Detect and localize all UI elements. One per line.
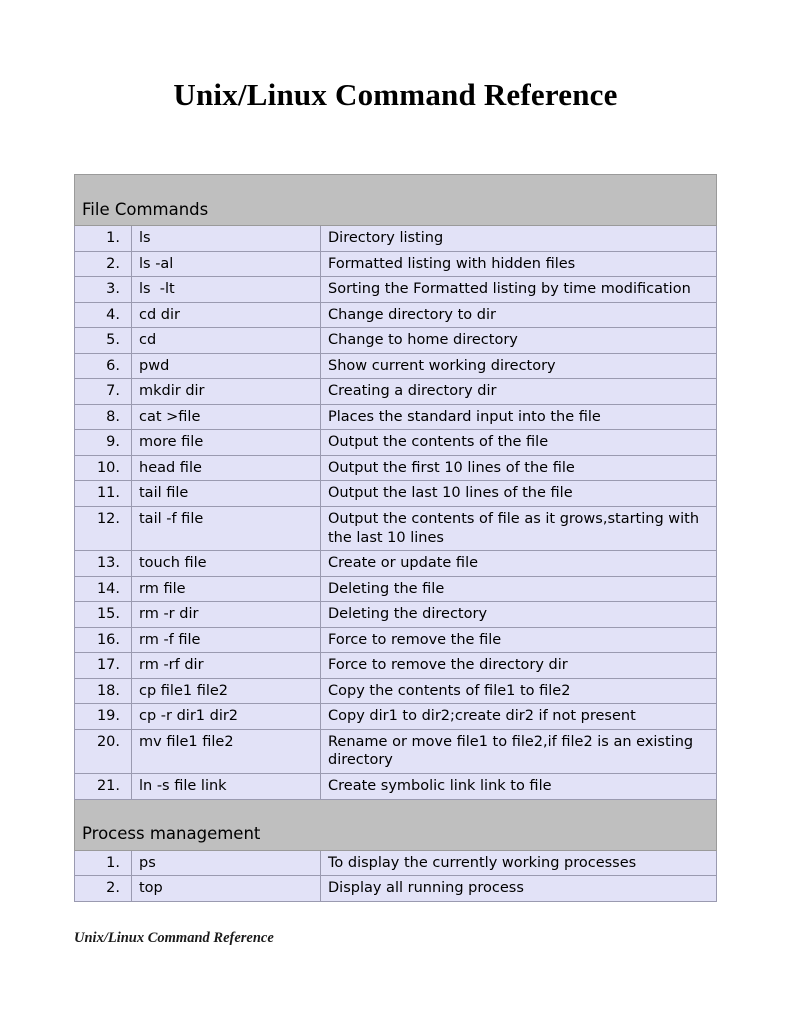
section-header-row (75, 175, 717, 226)
table-row (75, 379, 717, 405)
command-cell: mv file1 file2 (132, 729, 321, 773)
description-cell: Display all running process (321, 876, 717, 902)
description-cell: Copy dir1 to dir2;create dir2 if not present (321, 704, 717, 730)
row-index: 15. (75, 602, 132, 628)
table-row (75, 576, 717, 602)
row-index: 5. (75, 328, 132, 354)
command-cell: ls (132, 226, 321, 252)
row-index: 1. (75, 850, 132, 876)
row-index: 6. (75, 353, 132, 379)
section-header-label: File Commands (75, 175, 717, 226)
command-cell: rm -rf dir (132, 653, 321, 679)
page-title: Unix/Linux Command Reference (173, 77, 618, 112)
table-row (75, 404, 717, 430)
table-row (75, 551, 717, 577)
command-cell: ls -al (132, 251, 321, 277)
command-cell: tail file (132, 481, 321, 507)
command-cell: more file (132, 430, 321, 456)
description-cell: Deleting the file (321, 576, 717, 602)
description-cell: Copy the contents of file1 to file2 (321, 678, 717, 704)
section-header-label: Process management (75, 799, 717, 850)
table-row (75, 850, 717, 876)
row-index: 16. (75, 627, 132, 653)
command-cell: top (132, 876, 321, 902)
table-row (75, 678, 717, 704)
row-index: 2. (75, 251, 132, 277)
row-index: 18. (75, 678, 132, 704)
command-cell: rm -f file (132, 627, 321, 653)
row-index: 3. (75, 277, 132, 303)
row-index: 1. (75, 226, 132, 252)
command-cell: tail -f file (132, 507, 321, 551)
description-cell: Change directory to dir (321, 302, 717, 328)
command-cell: mkdir dir (132, 379, 321, 405)
description-cell: Rename or move file1 to file2,if file2 is an existing directory (321, 729, 717, 773)
row-index: 8. (75, 404, 132, 430)
command-cell: cp file1 file2 (132, 678, 321, 704)
table-row (75, 226, 717, 252)
description-cell: Create or update file (321, 551, 717, 577)
description-cell: Formatted listing with hidden files (321, 251, 717, 277)
command-cell: cd (132, 328, 321, 354)
description-cell: Places the standard input into the file (321, 404, 717, 430)
row-index: 19. (75, 704, 132, 730)
description-cell: Output the contents of file as it grows,starting with the last 10 lines (321, 507, 717, 551)
table-row (75, 251, 717, 277)
command-cell: ls -lt (132, 277, 321, 303)
row-index: 14. (75, 576, 132, 602)
command-cell: cp -r dir1 dir2 (132, 704, 321, 730)
command-cell: pwd (132, 353, 321, 379)
row-index: 7. (75, 379, 132, 405)
row-index: 10. (75, 455, 132, 481)
table-row (75, 774, 717, 800)
table-body (75, 175, 717, 902)
description-cell: Output the first 10 lines of the file (321, 455, 717, 481)
command-cell: rm -r dir (132, 602, 321, 628)
command-cell: ps (132, 850, 321, 876)
command-cell: head file (132, 455, 321, 481)
row-index: 11. (75, 481, 132, 507)
table-row (75, 481, 717, 507)
table-row (75, 876, 717, 902)
description-cell: Force to remove the directory dir (321, 653, 717, 679)
command-cell: ln -s file link (132, 774, 321, 800)
table-row (75, 729, 717, 773)
command-cell: touch file (132, 551, 321, 577)
row-index: 4. (75, 302, 132, 328)
row-index: 21. (75, 774, 132, 800)
description-cell: To display the currently working processes (321, 850, 717, 876)
table-row (75, 653, 717, 679)
table-row (75, 704, 717, 730)
description-cell: Force to remove the file (321, 627, 717, 653)
command-cell: rm file (132, 576, 321, 602)
description-cell: Sorting the Formatted listing by time modification (321, 277, 717, 303)
description-cell: Change to home directory (321, 328, 717, 354)
table-row (75, 627, 717, 653)
row-index: 2. (75, 876, 132, 902)
table-row (75, 353, 717, 379)
command-cell: cat >file (132, 404, 321, 430)
description-cell: Output the contents of the file (321, 430, 717, 456)
description-cell: Creating a directory dir (321, 379, 717, 405)
row-index: 17. (75, 653, 132, 679)
row-index: 9. (75, 430, 132, 456)
description-cell: Output the last 10 lines of the file (321, 481, 717, 507)
table-row (75, 455, 717, 481)
command-reference-table (74, 174, 717, 902)
description-cell: Deleting the directory (321, 602, 717, 628)
table-row (75, 302, 717, 328)
description-cell: Show current working directory (321, 353, 717, 379)
description-cell: Directory listing (321, 226, 717, 252)
table-row (75, 277, 717, 303)
table-row (75, 507, 717, 551)
description-cell: Create symbolic link link to file (321, 774, 717, 800)
command-cell: cd dir (132, 302, 321, 328)
row-index: 12. (75, 507, 132, 551)
section-header-row (75, 799, 717, 850)
footer-note: Unix/Linux Command Reference (74, 930, 274, 946)
table-row (75, 602, 717, 628)
row-index: 13. (75, 551, 132, 577)
table-row (75, 430, 717, 456)
table-row (75, 328, 717, 354)
row-index: 20. (75, 729, 132, 773)
